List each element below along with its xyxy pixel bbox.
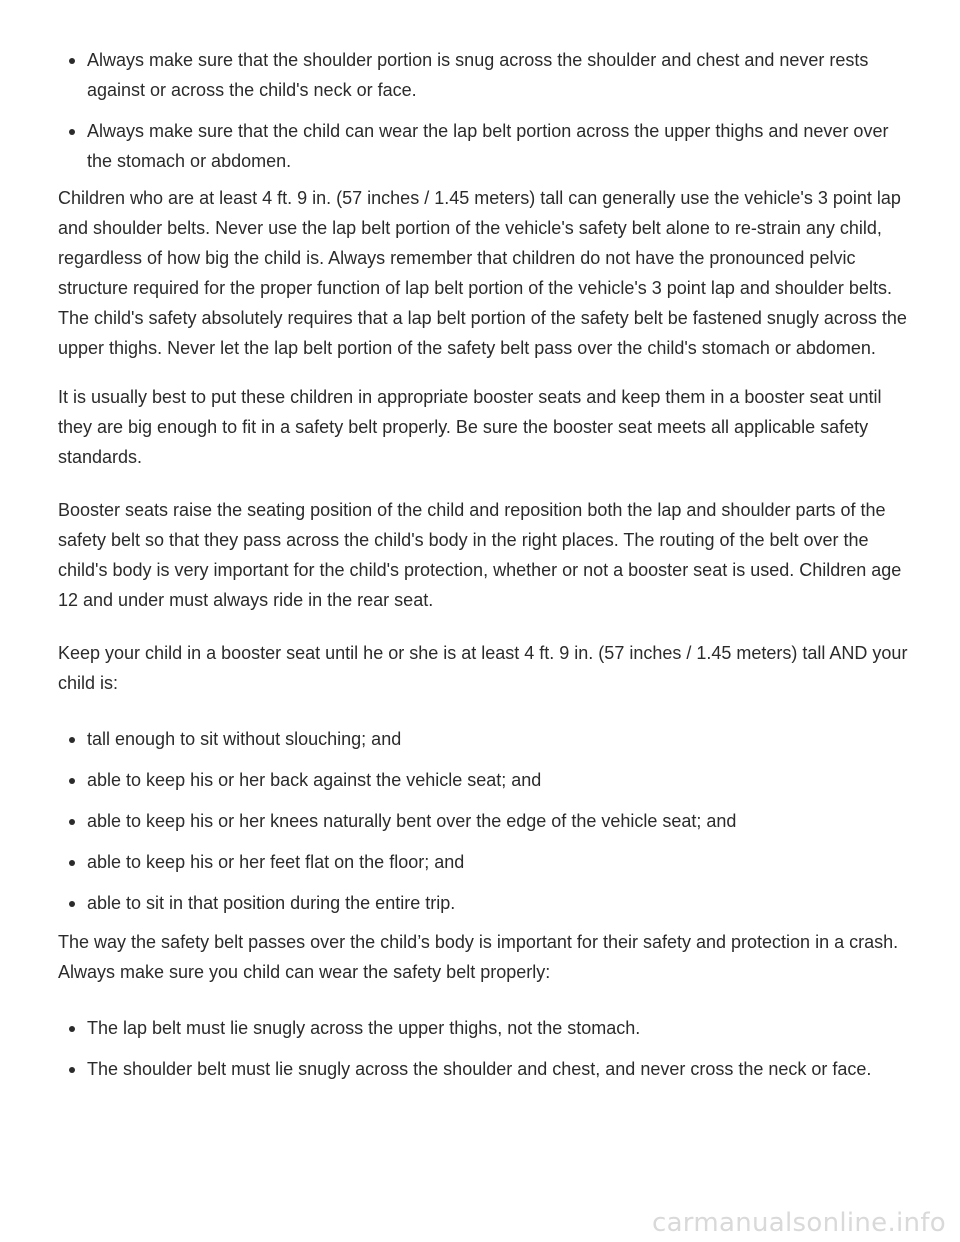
list-item: able to keep his or her knees naturally bent over the edge of the vehicle seat; and (58, 806, 918, 836)
list-item: The lap belt must lie snugly across the upper thighs, not the stomach. (58, 1013, 918, 1043)
list-item: able to sit in that position during the entire trip. (58, 888, 918, 918)
paragraph-belt-fit: Children who are at least 4 ft. 9 in. (57 inches / 1.45 meters) tall can generally use the vehicle's 3 point lap and shoulder belts. Never use the lap belt portion of the vehicle's safety belt alone to re-strain any child, regardless of how big the child is. Always remember that children do not have the pronounced pelvic structure required for the proper function of lap belt portion of the vehicle's 3 point lap and shoulder belts. The child's safety absolutely requires that a lap belt portion of the safety belt be fastened snugly across the upper thighs. Never let the lap belt portion of the safety belt pass over the child's stomach or abdomen. (58, 188, 907, 358)
list-item: Always make sure that the shoulder portion is snug across the shoulder and chest and never rests against or across the child's neck or face. (58, 45, 918, 105)
list-item: able to keep his or her back against the vehicle seat; and (58, 765, 918, 795)
bullet-list-criteria (58, 724, 918, 918)
list-item: The shoulder belt must lie snugly across the shoulder and chest, and never cross the neck or face. (58, 1054, 918, 1084)
paragraph-booster-function: Booster seats raise the seating position of the child and reposition both the lap and shoulder parts of the safety belt so that they pass across the child's body in the right places. The routing of the belt over the child's body is very important for the child's protection, whether or not a booster seat is used. Children age 12 and under must always ride in the rear seat. (58, 500, 902, 610)
bullet-list-top (58, 45, 918, 176)
list-item: Always make sure that the child can wear the lap belt portion across the upper thighs and never over the stomach or abdomen. (58, 116, 918, 176)
paragraph-booster-advice: It is usually best to put these children in appropriate booster seats and keep them in a booster seat until they are big enough to fit in a safety belt properly. Be sure the booster seat meets all applicable safety standards. (58, 387, 882, 467)
paragraph-belt-routing: The way the safety belt passes over the child’s body is important for their safety and protection in a crash. Always make sure you child can wear the safety belt properly: (58, 932, 899, 982)
watermark-text: carmanualsonline.info (651, 1208, 946, 1238)
list-item: able to keep his or her feet flat on the floor; and (58, 847, 918, 877)
bullet-list-bottom (58, 1013, 918, 1084)
manual-page (58, 45, 918, 1095)
list-item: tall enough to sit without slouching; and (58, 724, 918, 754)
paragraph-booster-criteria: Keep your child in a booster seat until he or she is at least 4 ft. 9 in. (57 inches / 1.45 meters) tall AND your child is: (58, 643, 908, 693)
